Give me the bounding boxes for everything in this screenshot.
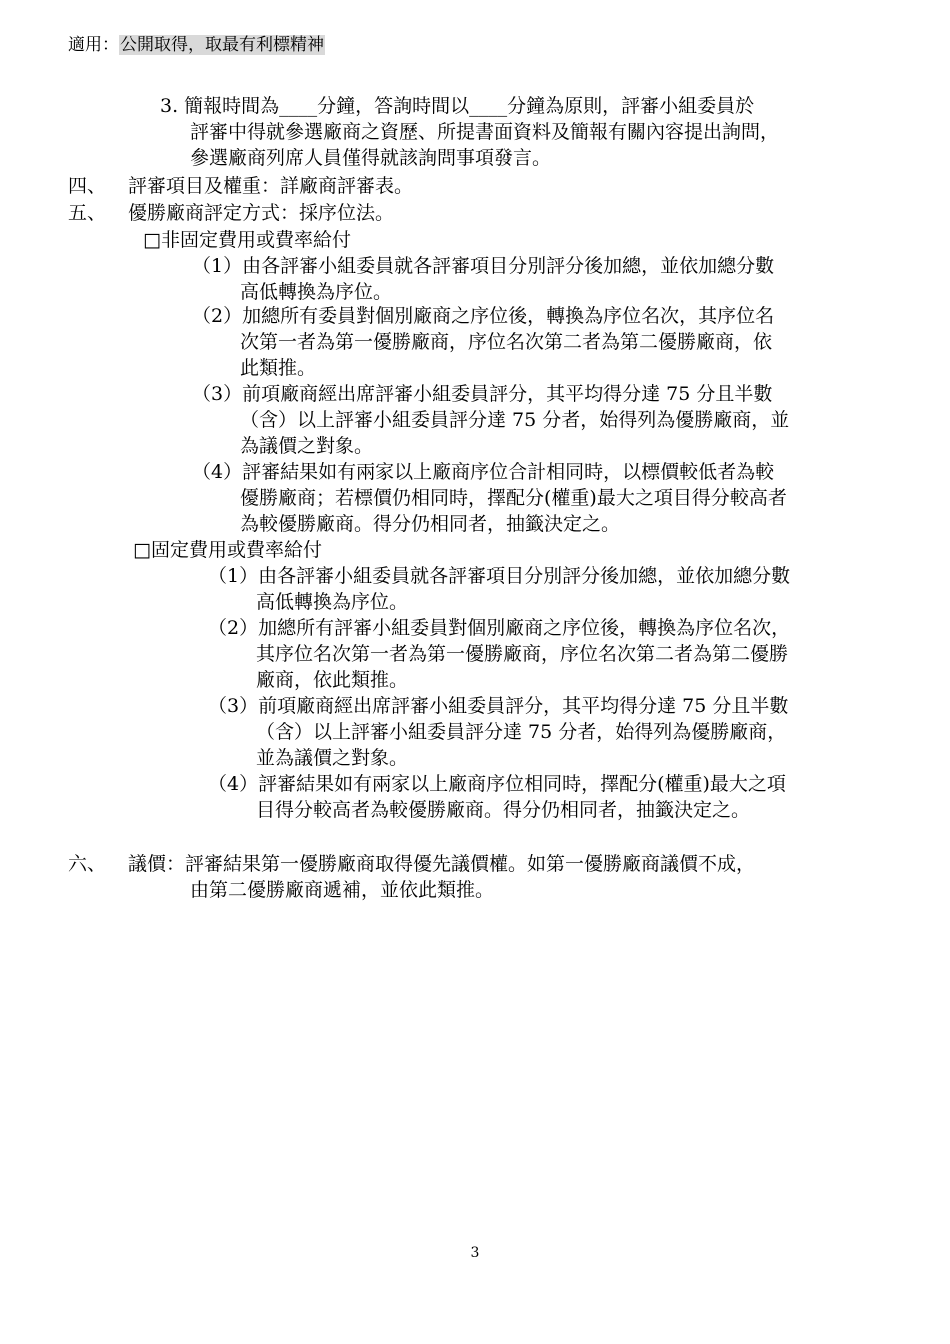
section4-number: 四、 (68, 175, 107, 197)
item3-line-2: 評審中得就參選廠商之資歷、所提書面資料及簡報有關內容提出詢問， (190, 121, 780, 143)
item3-line-3: 參選廠商列席人員僅得就該詢問事項發言。 (190, 147, 552, 169)
nonfixed-item3-line1: （3）前項廠商經出席評審小組委員評分，其平均得分達 75 分且半數 (192, 383, 773, 405)
fixed-item1-line1: （1）由各評審小組委員就各評審項目分別評分後加總，並依加總分數 (208, 565, 791, 587)
section6-line-1: 議價：評審結果第一優勝廠商取得優先議價權。如第一優勝廠商議價不成， (128, 853, 756, 875)
fixed-item4-line1: （4）評審結果如有兩家以上廠商序位相同時，擇配分(權重)最大之項 (208, 773, 786, 795)
section6-number: 六、 (68, 853, 107, 875)
fixed-item1-line2: 高低轉換為序位。 (256, 591, 409, 613)
fixed-item2-line2: 其序位名次第一者為第一優勝廠商，序位名次第二者為第二優勝 (256, 643, 789, 665)
nonfixed-item1-line2: 高低轉換為序位。 (240, 281, 393, 303)
section5-number: 五、 (68, 202, 107, 224)
section5-text: 優勝廠商評定方式：採序位法。 (128, 202, 395, 224)
header-scope-highlight: 公開取得，取最有利標精神 (120, 35, 324, 55)
header-prefix: 適用： (68, 35, 119, 55)
fixed-heading: □固定費用或費率給付 (133, 539, 322, 561)
fixed-item3-line1: （3）前項廠商經出席評審小組委員評分，其平均得分達 75 分且半數 (208, 695, 789, 717)
nonfixed-item2-line1: （2）加總所有委員對個別廠商之序位後，轉換為序位名次，其序位名 (192, 305, 775, 327)
header-line (68, 34, 325, 56)
section4-text: 評審項目及權重：詳廠商評審表。 (128, 175, 414, 197)
nonfixed-item3-line2: （含）以上評審小組委員評分達 75 分者，始得列為優勝廠商，並 (240, 409, 790, 431)
nonfixed-item4-line2: 優勝廠商；若標價仍相同時，擇配分(權重)最大之項目得分較高者 (240, 487, 787, 509)
item3-line-1: 3. 簡報時間為____分鐘，答詢時間以____分鐘為原則，評審小組委員於 (160, 95, 755, 117)
nonfixed-heading: □非固定費用或費率給付 (143, 229, 351, 251)
fixed-item4-line2: 目得分較高者為較優勝廠商。得分仍相同者，抽籤決定之。 (256, 799, 751, 821)
nonfixed-item1-line1: （1）由各評審小組委員就各評審項目分別評分後加總，並依加總分數 (192, 255, 775, 277)
section6-line-2: 由第二優勝廠商遞補，並依此類推。 (190, 879, 495, 901)
nonfixed-item4-line3: 為較優勝廠商。得分仍相同者，抽籤決定之。 (240, 513, 621, 535)
fixed-item2-line3: 廠商，依此類推。 (256, 669, 409, 691)
nonfixed-item3-line3: 為議價之對象。 (240, 435, 374, 457)
fixed-item3-line3: 並為議價之對象。 (256, 747, 409, 769)
nonfixed-item2-line3: 此類推。 (240, 357, 317, 379)
nonfixed-item2-line2: 次第一者為第一優勝廠商，序位名次第二者為第二優勝廠商，依 (240, 331, 773, 353)
fixed-item3-line2: （含）以上評審小組委員評分達 75 分者，始得列為優勝廠商， (256, 721, 787, 743)
page-number: 3 (470, 1245, 480, 1261)
nonfixed-item4-line1: （4）評審結果如有兩家以上廠商序位合計相同時，以標價較低者為較 (192, 461, 775, 483)
fixed-item2-line1: （2）加總所有評審小組委員對個別廠商之序位後，轉換為序位名次， (208, 617, 791, 639)
